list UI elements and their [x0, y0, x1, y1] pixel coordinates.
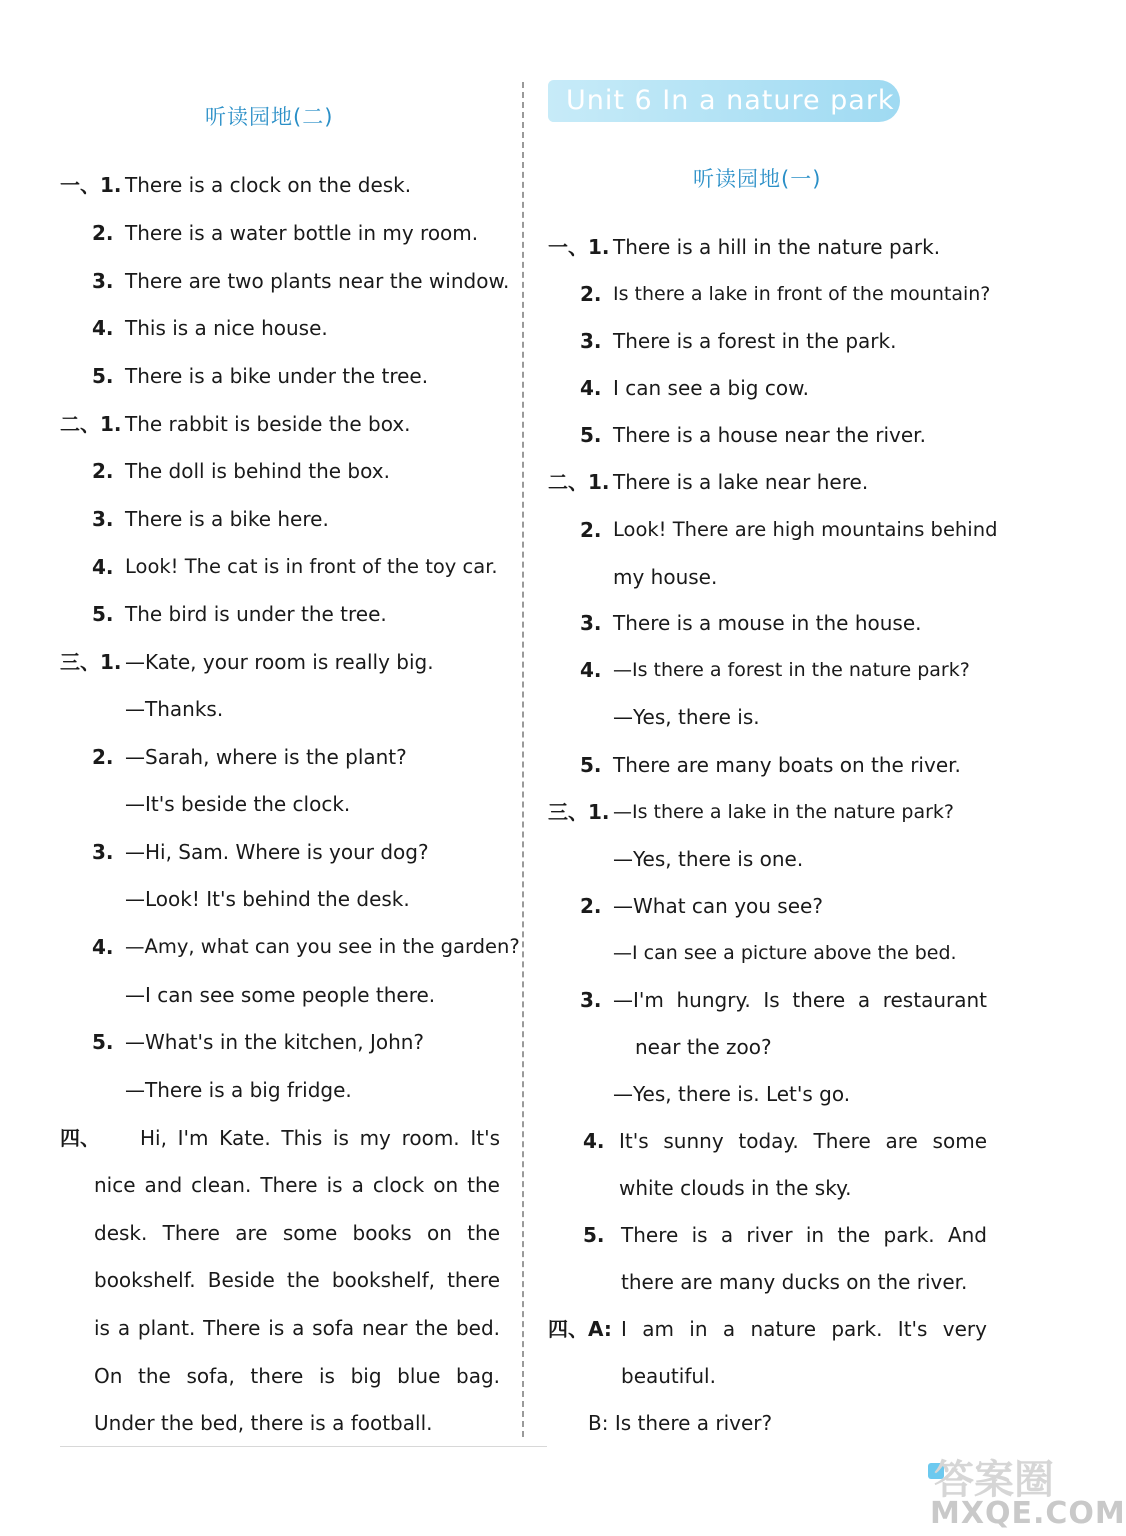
left-s4-line-3: desk. There are some books on the — [94, 1221, 500, 1245]
left-s3-line-6: —Look! It's behind the desk. — [125, 887, 410, 911]
left-s1-item-4: This is a nice house. — [125, 316, 328, 340]
left-s3-line-1: —Kate, your room is really big. — [125, 650, 434, 674]
left-s2-num-2: 2. — [92, 459, 114, 483]
right-s2-line-4: There is a mouse in the house. — [613, 611, 922, 635]
left-s3-line-10: —There is a big fridge. — [125, 1078, 352, 1102]
right-s2-line-5: —Is there a forest in the nature park? — [613, 659, 970, 681]
right-s2-line-3: my house. — [613, 565, 718, 589]
left-s2-item-4: Look! The cat is in front of the toy car. — [125, 555, 498, 578]
right-s2-num-4: 4. — [580, 658, 602, 682]
watermark-url: MXQE.COM — [930, 1496, 1126, 1531]
right-s3-line-11: there are many ducks on the river. — [621, 1270, 968, 1294]
left-s1-num-4: 4. — [92, 316, 114, 340]
right-s1-item-2: Is there a lake in front of the mountain? — [613, 283, 991, 305]
left-s3-line-4: —It's beside the clock. — [125, 792, 351, 816]
left-s3-num-4: 4. — [92, 935, 114, 959]
right-s2-line-2: Look! There are high mountains behind — [613, 518, 998, 541]
right-s3-line-2: —Yes, there is one. — [613, 847, 804, 871]
left-s3-num-5: 5. — [92, 1030, 114, 1054]
right-s1-num-3: 3. — [580, 329, 602, 353]
right-s2-line-1: There is a lake near here. — [613, 470, 869, 494]
right-s2-num-3: 3. — [580, 611, 602, 635]
left-s3-marker: 三、1. — [60, 650, 122, 674]
left-s1-num-5: 5. — [92, 364, 114, 388]
right-s1-item-1: There is a hill in the nature park. — [613, 235, 941, 259]
column-divider — [522, 82, 524, 1437]
right-s1-item-5: There is a house near the river. — [613, 423, 926, 447]
left-s1-item-3: There are two plants near the window. — [125, 269, 510, 293]
right-s3-line-7: —Yes, there is. Let's go. — [613, 1082, 851, 1106]
right-s3-line-1: —Is there a lake in the nature park? — [613, 801, 954, 823]
right-section-title: 听读园地(一) — [693, 167, 822, 191]
left-s4-line-1: Hi, I'm Kate. This is my room. It's — [140, 1126, 500, 1150]
right-s3-line-8: It's sunny today. There are some — [619, 1129, 987, 1153]
right-s1-num-4: 4. — [580, 376, 602, 400]
left-s3-line-3: —Sarah, where is the plant? — [125, 745, 407, 769]
left-s2-item-3: There is a bike here. — [125, 507, 329, 531]
right-s3-line-3: —What can you see? — [613, 894, 823, 918]
left-s2-item-2: The doll is behind the box. — [125, 459, 390, 483]
left-s4-line-5: is a plant. There is a sofa near the bed. — [94, 1316, 500, 1340]
right-s3-line-4: —I can see a picture above the bed. — [613, 942, 957, 964]
left-s3-line-5: —Hi, Sam. Where is your dog? — [125, 840, 429, 864]
right-s2-line-6: —Yes, there is. — [613, 705, 760, 729]
right-s3-marker: 三、1. — [548, 800, 610, 824]
right-s3-line-6: near the zoo? — [635, 1035, 772, 1059]
watermark-logo: 答案圈 — [934, 1457, 1054, 1503]
left-s2-num-3: 3. — [92, 507, 114, 531]
left-s4-line-4: bookshelf. Beside the bookshelf, there — [94, 1268, 500, 1292]
right-s3-num-3: 3. — [580, 988, 602, 1012]
left-s3-num-3: 3. — [92, 840, 114, 864]
left-s4-marker: 四、 — [60, 1126, 100, 1150]
left-s2-num-5: 5. — [92, 602, 114, 626]
left-section-title: 听读园地(二) — [205, 105, 334, 129]
left-s2-item-5: The bird is under the tree. — [125, 602, 387, 626]
watermark — [930, 1446, 1126, 1532]
right-s1-item-3: There is a forest in the park. — [613, 329, 897, 353]
right-s3-line-5: —I'm hungry. Is there a restaurant — [613, 988, 987, 1012]
right-s4-line-2: beautiful. — [621, 1364, 716, 1388]
unit-banner — [548, 80, 900, 122]
left-s3-num-2: 2. — [92, 745, 114, 769]
left-s3-line-9: —What's in the kitchen, John? — [125, 1030, 425, 1054]
right-s3-num-5: 5. — [583, 1223, 605, 1247]
right-s1-item-4: I can see a big cow. — [613, 376, 809, 400]
left-s1-num-2: 2. — [92, 221, 114, 245]
right-s2-num-5: 5. — [580, 753, 602, 777]
left-s1-item-1: There is a clock on the desk. — [125, 173, 412, 197]
bottom-rule — [60, 1446, 547, 1447]
left-s1-num-3: 3. — [92, 269, 114, 293]
left-s2-item-1: The rabbit is beside the box. — [125, 412, 411, 436]
right-s3-line-9: white clouds in the sky. — [619, 1176, 852, 1200]
right-s2-marker: 二、1. — [548, 470, 610, 494]
unit-title: Unit 6 In a nature park — [566, 85, 895, 116]
right-s1-marker: 一、1. — [548, 235, 610, 259]
right-s4-line-1: I am in a nature park. It's very — [621, 1317, 987, 1341]
left-s1-marker: 一、1. — [60, 173, 122, 197]
left-s4-line-7: Under the bed, there is a football. — [94, 1411, 433, 1435]
left-s3-line-8: —I can see some people there. — [125, 983, 436, 1007]
right-s3-num-2: 2. — [580, 894, 602, 918]
left-s2-marker: 二、1. — [60, 412, 122, 436]
right-s4-line-3: B: Is there a river? — [588, 1411, 773, 1435]
left-s2-num-4: 4. — [92, 555, 114, 579]
right-s2-num-2: 2. — [580, 518, 602, 542]
right-s1-num-5: 5. — [580, 423, 602, 447]
left-s3-line-7: —Amy, what can you see in the garden? — [125, 935, 520, 958]
left-s4-line-2: nice and clean. There is a clock on the — [94, 1173, 500, 1197]
right-s2-line-7: There are many boats on the river. — [613, 753, 961, 777]
left-s1-item-5: There is a bike under the tree. — [125, 364, 429, 388]
right-s3-num-4: 4. — [583, 1129, 605, 1153]
right-s4-marker: 四、A: — [548, 1317, 612, 1341]
left-s3-line-2: —Thanks. — [125, 697, 224, 721]
right-s3-line-10: There is a river in the park. And — [621, 1223, 987, 1247]
left-s1-item-2: There is a water bottle in my room. — [125, 221, 479, 245]
left-s4-line-6: On the sofa, there is big blue bag. — [94, 1364, 500, 1388]
right-s1-num-2: 2. — [580, 282, 602, 306]
